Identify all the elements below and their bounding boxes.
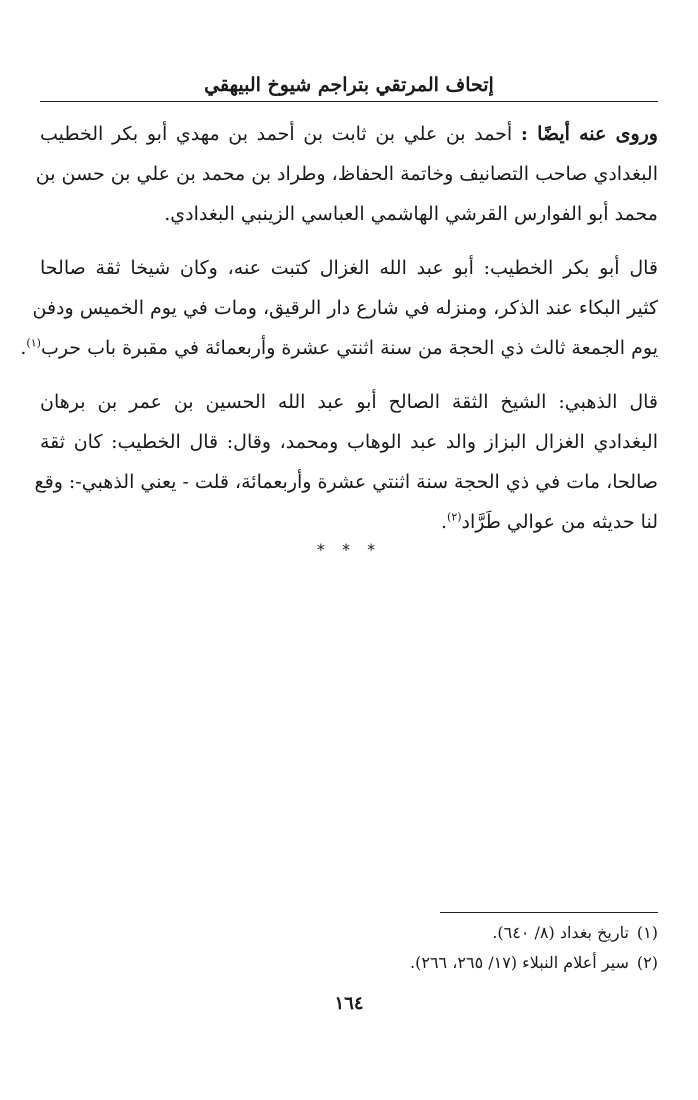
paragraph-khatib-quote	[20, 248, 658, 368]
line-text: يوم الجمعة ثالث ذي الحجة من سنة اثنتي عشرة وأربعمائة في مقبرة باب حرب	[40, 337, 658, 359]
text-line	[20, 328, 658, 368]
line-text: البغدادي الغزال البزاز والد عبد الوهاب ومحمد، وقال: قال الخطيب: كان ثقة	[40, 431, 658, 453]
line-text: كثير البكاء عند الذكر، ومنزله في شارع دار الرقيق، ومات في يوم الخميس ودفن	[32, 297, 658, 319]
paragraph-narrators	[35, 114, 658, 234]
footnote-text: سير أعلام النبلاء (١٧/ ٢٦٥، ٢٦٦).	[410, 953, 629, 972]
line-tail: .	[20, 337, 27, 359]
paragraph-dhahabi-quote	[34, 382, 658, 542]
line-text: قال أبو بكر الخطيب: أبو عبد الله الغزال كتبت عنه، وكان شيخا ثقة صالحا	[40, 257, 658, 279]
section-separator: * * *	[316, 540, 382, 559]
text-line	[40, 422, 658, 462]
footnote-ref-1[interactable]: (١)	[26, 336, 41, 350]
text-line	[35, 154, 658, 194]
text-line	[40, 248, 658, 288]
text-line	[32, 288, 658, 328]
footnote-2	[40, 948, 658, 978]
page-number: ١٦٤	[334, 993, 364, 1014]
line-text: لنا حديثه من عوالي طَرَّاد	[461, 511, 658, 533]
line-text: أحمد بن علي بن ثابت بن أحمد بن مهدي أبو بكر الخطيب	[40, 123, 521, 145]
line-text: قال الذهبي: الشيخ الثقة الصالح أبو عبد الله الحسين بن عمر بن برهان	[40, 391, 658, 413]
text-line	[34, 462, 658, 502]
text-line	[40, 114, 658, 154]
footnotes	[40, 918, 658, 978]
footnote-number: (١)	[636, 923, 658, 942]
line-text: البغدادي صاحب التصانيف وخاتمة الحفاظ، وطراد بن محمد بن علي بن حسن بن	[35, 163, 658, 185]
main-text	[20, 114, 658, 556]
header-rule	[40, 101, 658, 102]
footnote-number: (٢)	[636, 953, 658, 972]
footnote-rule	[440, 912, 658, 913]
footnote-1	[40, 918, 658, 948]
lead-phrase: وروى عنه أيضًا :	[520, 123, 658, 145]
running-header-title: إتحاف المرتقي بتراجم شيوخ البيهقي	[204, 74, 494, 96]
text-line	[40, 502, 658, 542]
line-tail: .	[440, 511, 448, 533]
line-text: صالحا، مات في ذي الحجة سنة اثنتي عشرة وأربعمائة، قلت - يعني الذهبي-: وقع	[34, 471, 658, 493]
text-line	[40, 194, 658, 234]
footnote-text: تاريخ بغداد (٨/ ٦٤٠).	[492, 923, 629, 942]
line-text: محمد أبو الفوارس القرشي الهاشمي العباسي الزينبي البغدادي.	[164, 203, 658, 225]
footnote-ref-2[interactable]: (٢)	[447, 510, 462, 524]
text-line	[40, 382, 658, 422]
